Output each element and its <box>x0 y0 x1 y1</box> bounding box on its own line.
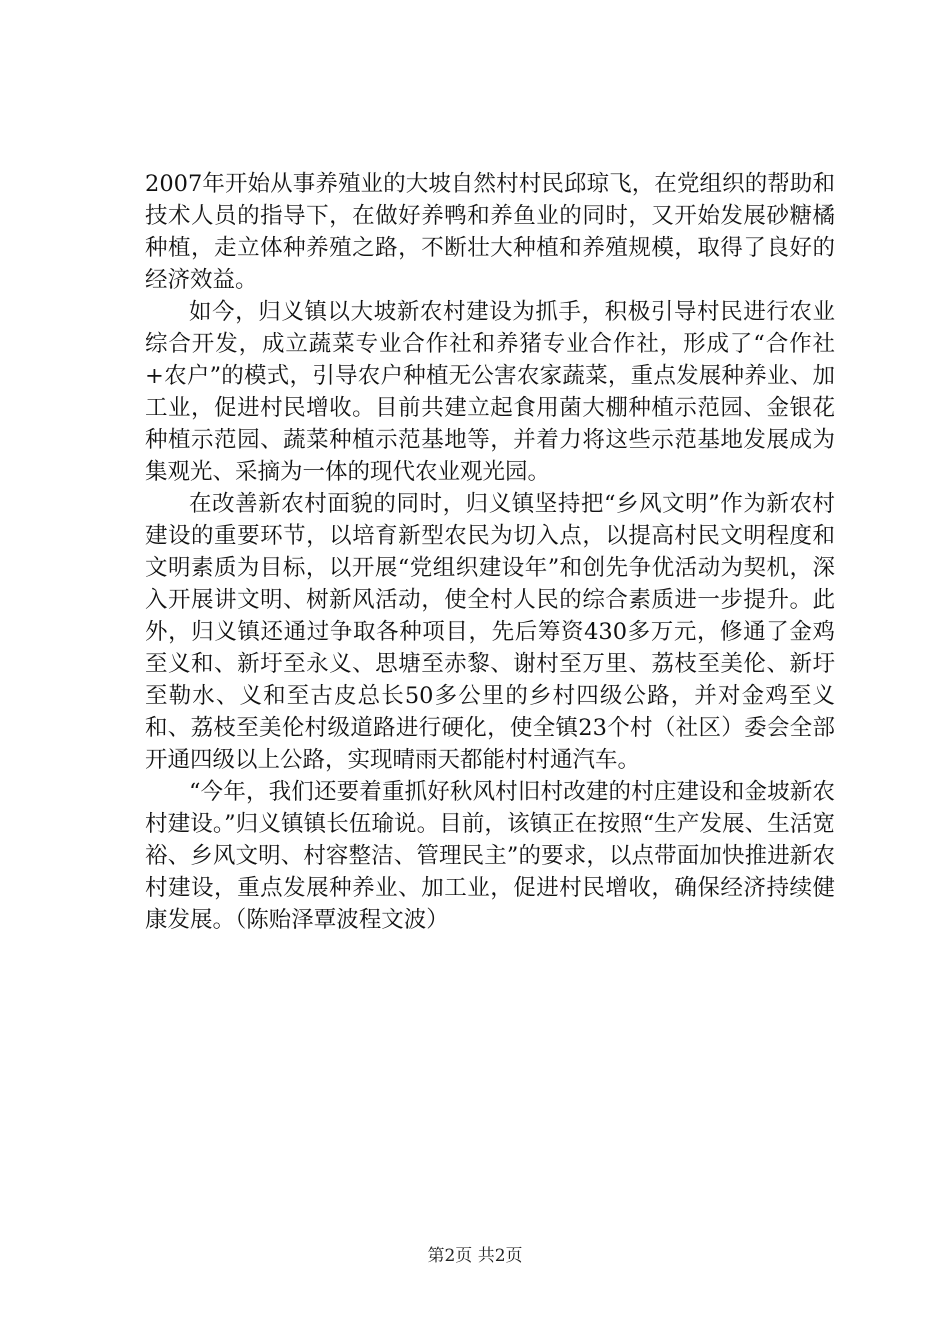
paragraph-4: “今年，我们还要着重抓好秋风村旧村改建的村庄建设和金坡新农村建设。”归义镇镇长伍瑜说。目前，该镇正在按照“生产发展、生活宽裕、乡风文明、村容整洁、管理民主”的要求，以点带面加快推进新农村建设，重点发展种养业、加工业，促进村民增收，确保经济持续健康发展。（陈贻泽覃波程文波） <box>145 779 835 933</box>
page-number-footer: 第2页 共2页 <box>427 1246 523 1266</box>
paragraph-3: 在改善新农村面貌的同时，归义镇坚持把“乡风文明”作为新农村建设的重要环节，以培育新型农民为切入点，以提高村民文明程度和文明素质为目标，以开展“党组织建设年”和创先争优活动为契机，深入开展讲文明、树新风活动，使全村人民的综合素质进一步提升。此外，归义镇还通过争取各种项目，先后筹资430多万元，修通了金鸡至义和、新圩至永义、思塘至赤黎、谢村至万里、荔枝至美伦、新圩至勒水、义和至古皮总长50多公里的乡村四级公路，并对金鸡至义和、荔枝至美伦村级道路进行硬化，使全镇23个村（社区）委会全部开通四级以上公路，实现晴雨天都能村村通汽车。 <box>145 491 835 773</box>
paragraph-2: 如今，归义镇以大坡新农村建设为抓手，积极引导村民进行农业综合开发，成立蔬菜专业合作社和养猪专业合作社，形成了“合作社+农户”的模式，引导农户种植无公害农家蔬菜，重点发展种养业、加工业，促进村民增收。目前共建立起食用菌大棚种植示范园、金银花种植示范园、蔬菜种植示范基地等，并着力将这些示范基地发展成为集观光、采摘为一体的现代农业观光园。 <box>145 299 835 485</box>
article-body <box>145 168 835 936</box>
paragraph-1: 2007年开始从事养殖业的大坡自然村村民邱琼飞，在党组织的帮助和技术人员的指导下，在做好养鸭和养鱼业的同时，又开始发展砂糖橘种植，走立体种养殖之路，不断壮大种植和养殖规模，取得了良好的经济效益。 <box>145 171 835 293</box>
